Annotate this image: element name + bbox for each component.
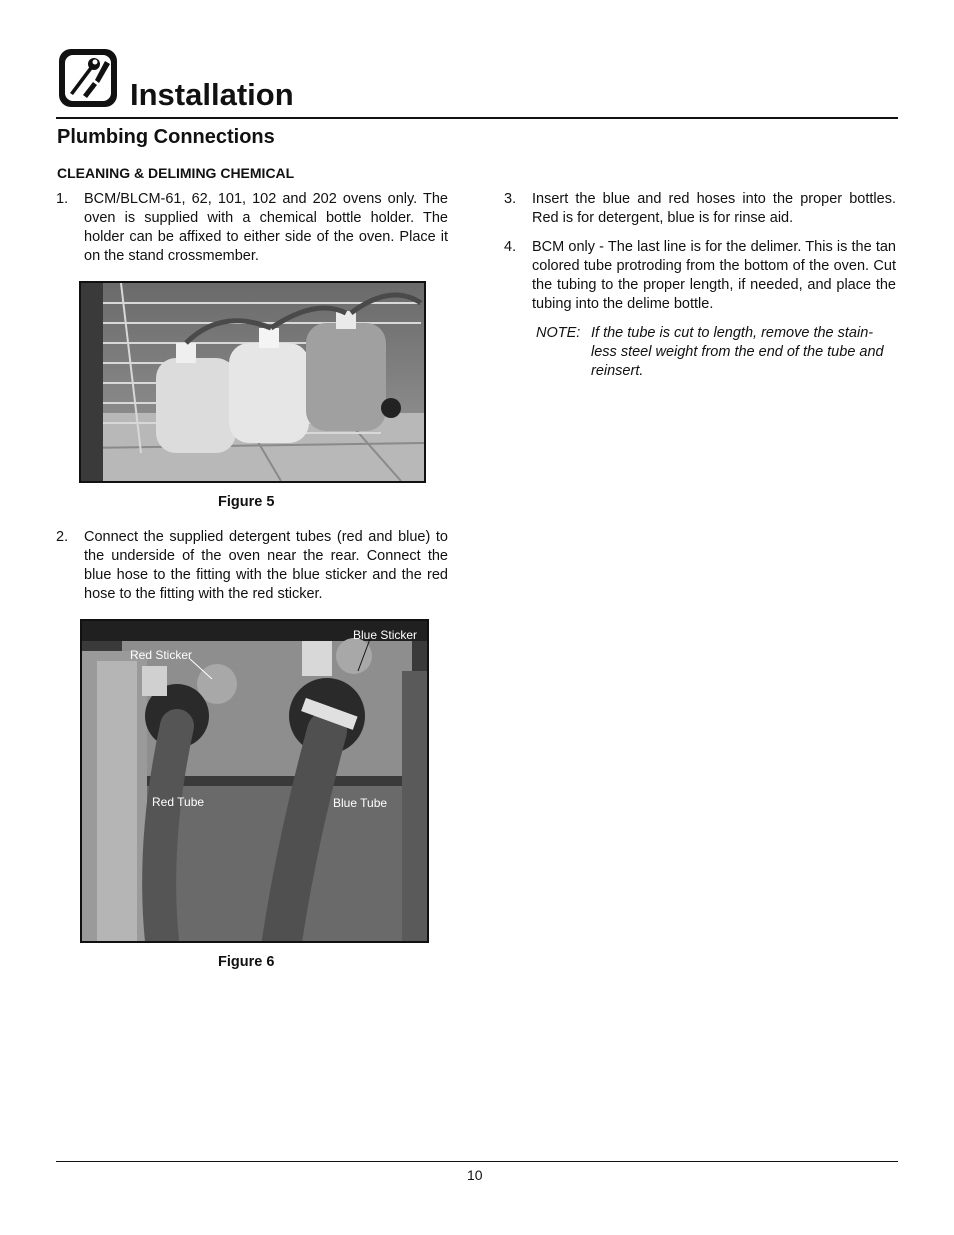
subsection-title: CLEANING & DELIMING CHEMICAL: [57, 165, 295, 181]
step-2: [56, 528, 448, 608]
step-text: Connect the supplied detergent tubes (red and blue) to the underside of the oven near the rear. Connect the blue hose to the fitting with the blue sticker and the red hose to the fitting with the red sticker.: [84, 529, 448, 602]
step-4: [504, 238, 896, 318]
step-number: 4.: [504, 239, 517, 255]
page-title: Installation: [130, 77, 294, 112]
step-text: BCM only - The last line is for the delimer. This is the tan colored tube protroding from the bottom of the oven. Cut the tubing to the proper length, if needed, and place the tubing into the delime bottle.: [532, 239, 896, 312]
page-number: 10: [467, 1167, 483, 1183]
red-tube-label: Red Tube: [152, 795, 205, 809]
wrench-screwdriver-icon: [57, 47, 119, 109]
figure-6-photo: [80, 619, 429, 943]
step-number: 3.: [504, 191, 517, 207]
figure-5-photo: [79, 281, 426, 483]
figure-5-caption: Figure 5: [218, 494, 275, 510]
step-text: BCM/BLCM-61, 62, 101, 102 and 202 ovens only. The oven is supplied with a chemical bottle holder. The holder can be affixed to either side of the oven. Place it on the stand crossmember.: [84, 191, 448, 264]
header-rule: [56, 117, 898, 119]
blue-tube-label: Blue Tube: [333, 796, 388, 810]
step-number: 2.: [56, 529, 69, 545]
note-text: If the tube is cut to length, remove the stain-less steel weight from the end of the tube and reinsert.: [591, 325, 884, 379]
note: [536, 324, 898, 384]
section-title: Plumbing Connections: [57, 126, 275, 148]
step-number: 1.: [56, 191, 69, 207]
blue-sticker-label: Blue Sticker: [353, 628, 418, 642]
footer-rule: [56, 1161, 898, 1162]
step-3: [504, 190, 896, 230]
step-1: [56, 190, 448, 270]
note-label: NOTE:: [536, 325, 581, 341]
red-sticker-label: Red Sticker: [130, 648, 193, 662]
figure-6-caption: Figure 6: [218, 954, 275, 970]
step-text: Insert the blue and red hoses into the proper bottles. Red is for detergent, blue is for rinse aid.: [532, 191, 896, 226]
